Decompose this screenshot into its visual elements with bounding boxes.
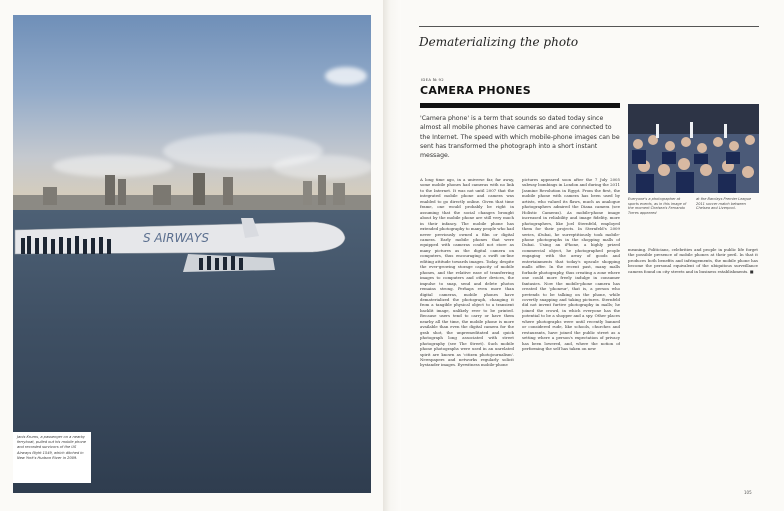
section-title: Dematerializing the photo — [419, 35, 579, 49]
top-rule — [419, 26, 759, 27]
book-gutter — [383, 0, 401, 511]
article-heading: CAMERA PHONES — [420, 84, 532, 97]
plane-livery-text: S AIRWAYS — [143, 231, 209, 245]
body-column-3: meaning. Politicians, celebrities and people in public life forget the possible presence of mobile phones at their peril. In that it produces both benefits and infringements, the mobile phone has become the personal equivalent of the ubiquitous surveillance camera found on city streets and in business establishments. ■ — [628, 247, 758, 274]
page-number: 105 — [744, 490, 752, 495]
plane-photo-caption: Janis Krums, a passenger on a nearby ferryboat, pulled out his mobile phone and recorded survivors of the US Airways flight 1549, which ditched in New York's Hudson River in 2009. — [13, 432, 91, 483]
crowd-caption-part-2: at the Barclays Premier League 2011 soccer match between Chelsea and Liverpool. — [696, 197, 752, 211]
football-crowd-photo — [628, 104, 759, 193]
article-lede: 'Camera phone' is a term that sounds so dated today since almost all mobile phones have cameras and are connected to the Internet. The speed with which mobile-phone images can be sent has transformed the photograph into a short instant message. — [420, 115, 620, 160]
crowd-caption-part-1: Everyone's a photographer at sports events, as in this image of the moment Chelsea's Fernando Torres appeared — [628, 197, 687, 215]
idea-label: IDEA № 92 — [421, 77, 444, 82]
airplane-on-water — [13, 210, 371, 290]
body-column-1: A long time ago, in a universe far, far away, some mobile phones had cameras with no link to the Internet. It was not until 2007 that the integrated mobile phone and camera was enabled to go directly online. Given that time frame, one would probably be right in assuming that the social changes brought about by the mobile phone are still very much in their infancy. The mobile phone has extended photography to many people who had never previously owned a film or digital camera. Early mobile phones that were equipped with cameras could not store as many pictures as the digital camera on computers, thus encouraging a swift on-line editing attitude towards images. Today, despite the ever-growing storage capacity of mobile phones, and the relative ease of transferring images to computers and other devices, the impulse to snap, send and delete photos remains strong. Perhaps even more than digital cameras, mobile phones have dematerialized the photograph, changing it from a tangible physical object to a transient backlit image, unlikely ever to be printed. Because users tend to carry or have them nearby all the time, the mobile phone is more available than even the digital camera for the grab shot, the unpremeditated and quick photograph long associated with street photography (see The Street). Such mobile phone photographs were used in an unrelated spirit are known as 'citizen photojournalism'. Newspapers and networks regularly solicit bystander images. Eyewitness mobile-phone — [420, 177, 514, 368]
hudson-plane-photo — [13, 15, 371, 493]
body-column-2: pictures appeared soon after the 7 July 2005 subway bombings in London and during the 2011 Jasmine Revolution in Egypt. From the first, the mobile phone with camera has been used by artists, who valued its flaws, much as analogue photographers admired the Diana camera (see Holistic Cameras). As mobile-phone image increased in reliability and image fidelity, more photographers, like Joel Sternfeld, employed them for their projects. In Sternfeld's 2009 series, iDubai, he surreptitiously took mobile-phone photographs in the shopping malls of Dubai. Using an iPhone, a highly prized commercial object, he photographed people engaging with the array of goods and entertainments that today's upscale shopping malls offer. In the recent past, many malls forbade photography, thus creating a zone where one could more freely indulge in consumer fantasies. Now the mobile-phone camera has created the 'phoneur', that is, a person who pretends to be talking on the phone, while covertly snapping and taking pictures. Sternfeld did not invent furtive photography in malls; he joined the crowd, in which everyone has the potential to be a shopper and a spy. Other places where photographs were until recently banned or considered rude, like schools, churches and restaurants, have joined the public street as a setting where a person's expectation of privacy has been lowered, and, where the notion of performing the self has taken on new — [522, 177, 620, 352]
crowd-photo-art — [628, 104, 759, 193]
city-skyline — [13, 173, 371, 213]
heading-bar — [420, 103, 620, 108]
